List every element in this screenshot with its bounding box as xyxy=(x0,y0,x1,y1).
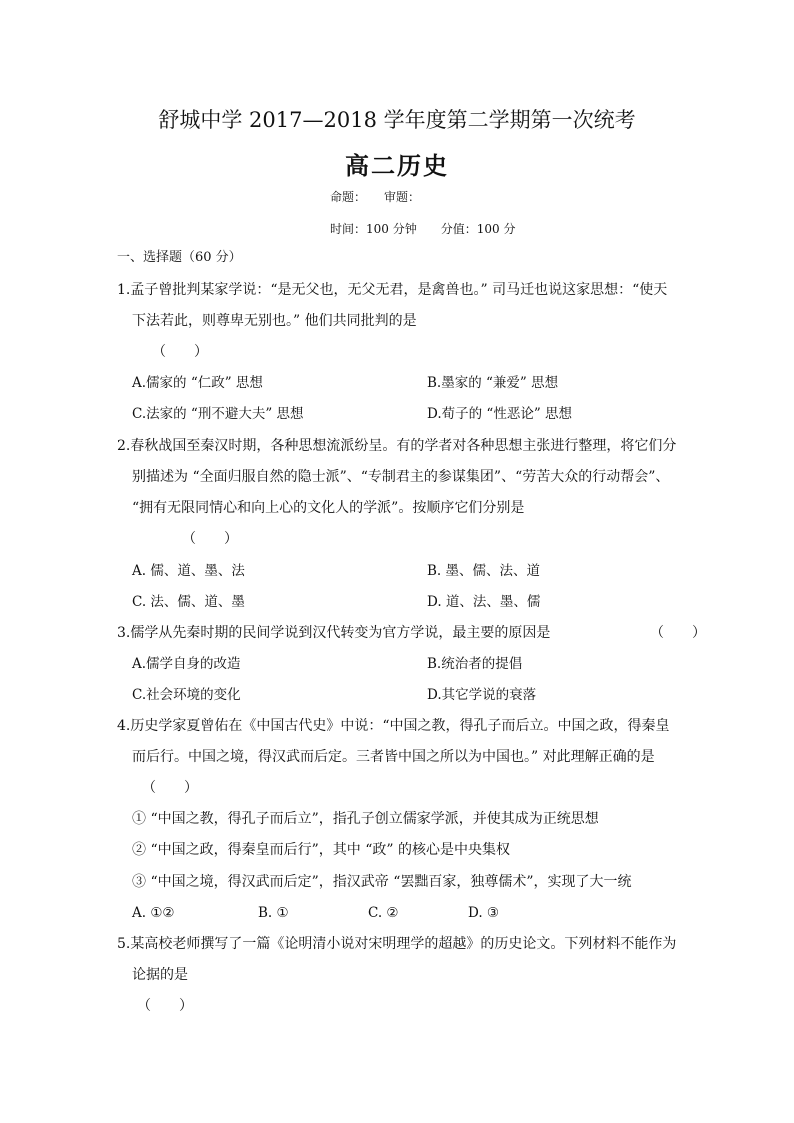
q1-text-line2: 下法若此，则尊卑无别也。” 他们共同批判的是 xyxy=(132,313,417,329)
q3-option-c: C.社会环境的变化 xyxy=(132,687,241,703)
q4-option-b: B. ① xyxy=(258,905,289,921)
q4-statement-3: ③ “中国之境，得汉武而后定”，指汉武帝 “罢黜百家，独尊儒术”，实现了大一统 xyxy=(132,874,632,890)
q3-option-b: B.统治者的提倡 xyxy=(427,656,523,672)
exam-title: 舒城中学 2017—2018 学年度第二学期第一次统考 xyxy=(158,108,636,132)
q3-option-a: A.儒学自身的改造 xyxy=(132,656,241,672)
q2-option-a: A. 儒、道、墨、法 xyxy=(132,563,245,579)
q3-answer-blank: （ ） xyxy=(650,625,706,641)
section-heading: 一、选择题（60 分） xyxy=(117,250,242,265)
q3-option-d: D.其它学说的衰落 xyxy=(427,687,537,703)
q4-answer-blank: （ ） xyxy=(142,780,198,796)
q1-option-b: B.墨家的 “兼爱” 思想 xyxy=(427,375,559,391)
q4-statement-2: ② “中国之政，得秦皇而后行”，其中 “政” 的核心是中央集权 xyxy=(132,842,510,858)
q5-text-line2: 论据的是 xyxy=(132,967,188,983)
q1-text-line1: 1.孟子曾批判某家学说：“是无父也，无父无君，是禽兽也。” 司马迁也说这家思想：“使天 xyxy=(117,282,668,298)
q2-answer-blank: （ ） xyxy=(182,531,238,547)
q1-option-a: A.儒家的 “仁政” 思想 xyxy=(132,375,263,391)
q4-statement-1: ① “中国之教，得孔子而后立”，指孔子创立儒家学派，并使其成为正统思想 xyxy=(132,811,599,827)
q5-text-line1: 5.某高校老师撰写了一篇《论明清小说对宋明理学的超越》的历史论文。下列材料不能作为 xyxy=(117,936,677,952)
q4-text-line1: 4.历史学家夏曾佑在《中国古代史》中说：“中国之教，得孔子而后立。中国之政，得秦皇 xyxy=(117,718,670,734)
author-line: 命题： 审题： xyxy=(330,190,421,204)
exam-subject: 高二历史 xyxy=(345,151,449,180)
q2-option-b: B. 墨、儒、法、道 xyxy=(427,563,541,579)
q2-text-line2: 别描述为 “全面归服自然的隐士派”、“专制君主的参谋集团”、“劳苦大众的行动帮会”、 xyxy=(132,469,670,485)
q1-option-d: D.荀子的 “性恶论” 思想 xyxy=(427,406,573,422)
q4-option-c: C. ② xyxy=(368,905,399,921)
q1-option-c: C.法家的 “刑不避大夫” 思想 xyxy=(132,406,304,422)
q4-option-a: A. ①② xyxy=(132,905,175,921)
q4-text-line2: 而后行。中国之境，得汉武而后定。三者皆中国之所以为中国也。” 对此理解正确的是 xyxy=(132,749,655,765)
q3-text-line1: 3.儒学从先秦时期的民间学说到汉代转变为官方学说，最主要的原因是 xyxy=(117,625,551,641)
q4-option-d: D. ③ xyxy=(468,905,500,921)
q1-answer-blank: （ ） xyxy=(152,344,208,360)
time-score-line: 时间：100 分钟 分值：100 分 xyxy=(330,222,516,236)
q2-option-c: C. 法、儒、道、墨 xyxy=(132,594,245,610)
q5-answer-blank: （ ） xyxy=(137,998,193,1014)
q2-text-line3: “拥有无限同情心和向上心的文化人的学派”。按顺序它们分别是 xyxy=(132,500,525,516)
q2-text-line1: 2.春秋战国至秦汉时期，各种思想流派纷呈。有的学者对各种思想主张进行整理，将它们分 xyxy=(117,438,677,454)
q2-option-d: D. 道、法、墨、儒 xyxy=(427,594,541,610)
